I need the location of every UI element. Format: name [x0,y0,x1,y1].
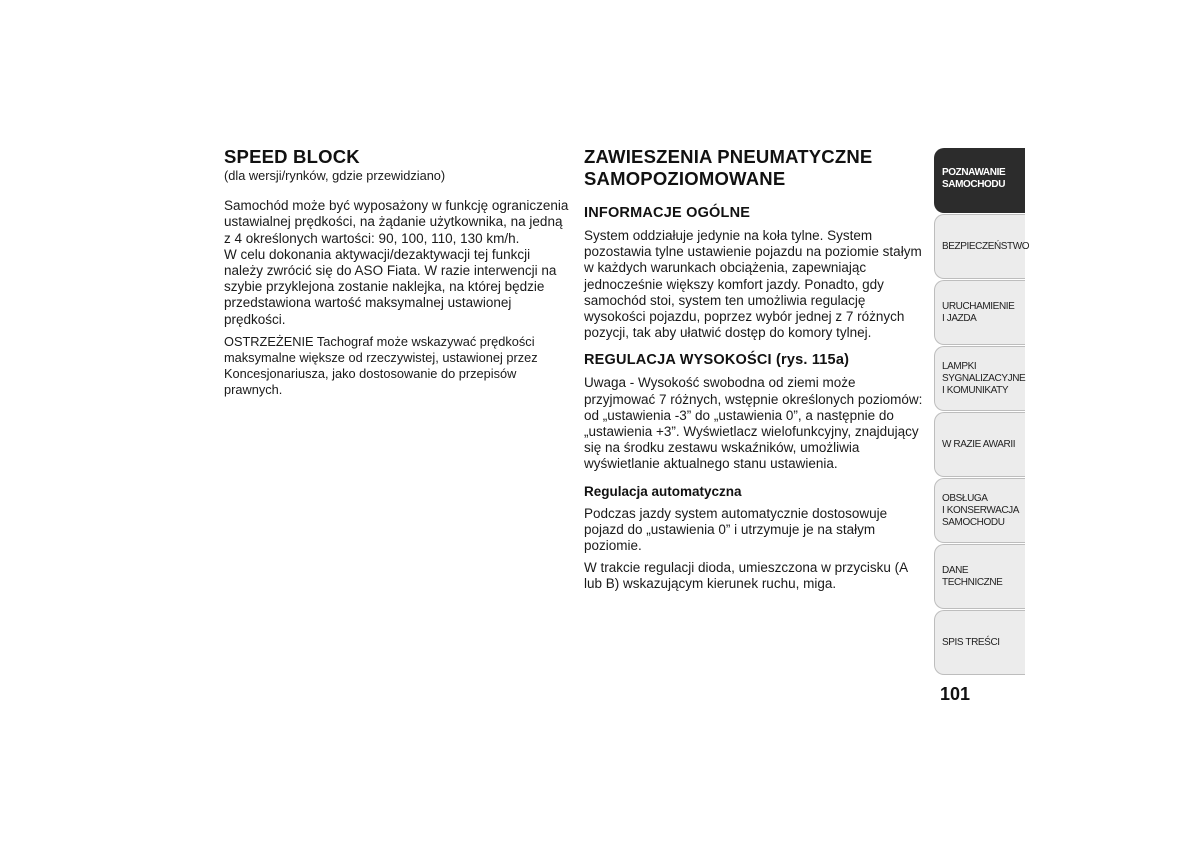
tab-label: DANE TECHNICZNE [942,564,1003,588]
speed-block-paragraph-1: Samochód może być wyposażony w funkcję ograniczenia ustawialnej prędkości, na żądanie użytkownika, na jedną z 4 określonych wartości: 90, 100, 110, 130 km/h. [224,198,569,246]
general-info-heading: INFORMACJE OGÓLNE [584,205,751,221]
height-adjustment-text: Uwaga - Wysokość swobodna od ziemi może przyjmować 7 różnych, wstępnie określonych poziomów: od „ustawienia -3” do „ustawienia 0”, a następnie do „ustawienia +3”. Wyświetlacz wielofunkcyjny, znajdujący się na środku zestawu wskaźników, umożliwia wyświetlanie aktualnego stanu ustawienia. [584,375,923,472]
tab-label: POZNAWANIE SAMOCHODU [942,167,1006,190]
tab-lampki-sygnalizacyjne[interactable] [934,346,1025,411]
page-number: 101 [940,684,971,704]
automatic-adjustment-text-1: Podczas jazdy system automatycznie dostosowuje pojazd do „ustawienia 0” i utrzymuje je na stałym poziomie. [584,505,888,554]
tab-label: LAMPKI SYGNALIZACYJNE I KOMUNIKATY [942,360,1026,396]
speed-block-paragraph-2: W celu dokonania aktywacji/dezaktywacji tej funkcji należy zwrócić się do ASO Fiata. W razie interwencji na szybie przyklejona zostanie naklejka, na której będzie przedstawiona wartość maksymalnej ustawionej prędkości. [224,246,557,327]
tab-label: URUCHAMIENIE I JAZDA [942,300,1015,324]
automatic-adjustment-heading: Regulacja automatyczna [584,483,742,499]
tab-label: SPIS TREŚCI [942,636,1000,648]
suspension-title-line-2: SAMOPOZIOMOWANE [584,168,786,189]
suspension-title-line-1: ZAWIESZENIA PNEUMATYCZNE [584,146,873,167]
tab-label: W RAZIE AWARII [942,438,1016,450]
tab-uruchamienie-i-jazda[interactable] [934,280,1025,345]
tab-label: OBSŁUGA I KONSERWACJA SAMOCHODU [942,492,1020,528]
tachograph-warning: OSTRZEŻENIE Tachograf może wskazywać prędkości maksymalne większe od rzeczywistej, ustawionej przez Koncesjonariusza, jako dostosowanie do przepisów prawnych. [224,333,538,398]
general-info-text: System oddziałuje jedynie na koła tylne. System pozostawia tylne ustawienie pojazdu na poziomie stałym w każdych warunkach obciążenia, zapewniając jednocześnie większy komfort jazdy. Ponadto, gdy samochód stoi, system ten umożliwia regulację wysokości pojazdu, poprzez wybór jednej z 7 różnych pozycji, tak aby ułatwić dostęp do komory tylnej. [584,228,922,341]
chapter-tabs [934,148,1030,676]
tab-spis-tresci[interactable] [934,610,1025,675]
height-adjustment-heading: REGULACJA WYSOKOŚCI (rys. 115a) [584,352,850,369]
right-column [584,146,924,593]
tab-bezpieczenstwo[interactable] [934,214,1030,279]
tab-label: BEZPIECZEŃSTWO [942,240,1030,252]
speed-block-subtitle: (dla wersji/rynków, gdzie przewidziano) [224,168,446,183]
tab-dane-techniczne[interactable] [934,544,1025,609]
tab-obsluga-i-konserwacja[interactable] [934,478,1025,543]
speed-block-title: SPEED BLOCK [224,146,360,167]
tab-w-razie-awarii[interactable] [934,412,1025,477]
automatic-adjustment-text-2: W trakcie regulacji dioda, umieszczona w przycisku (A lub B) wskazującym kierunek ruchu, miga. [584,560,908,592]
left-column [224,146,572,399]
tab-poznawanie-samochodu[interactable] [934,148,1025,213]
